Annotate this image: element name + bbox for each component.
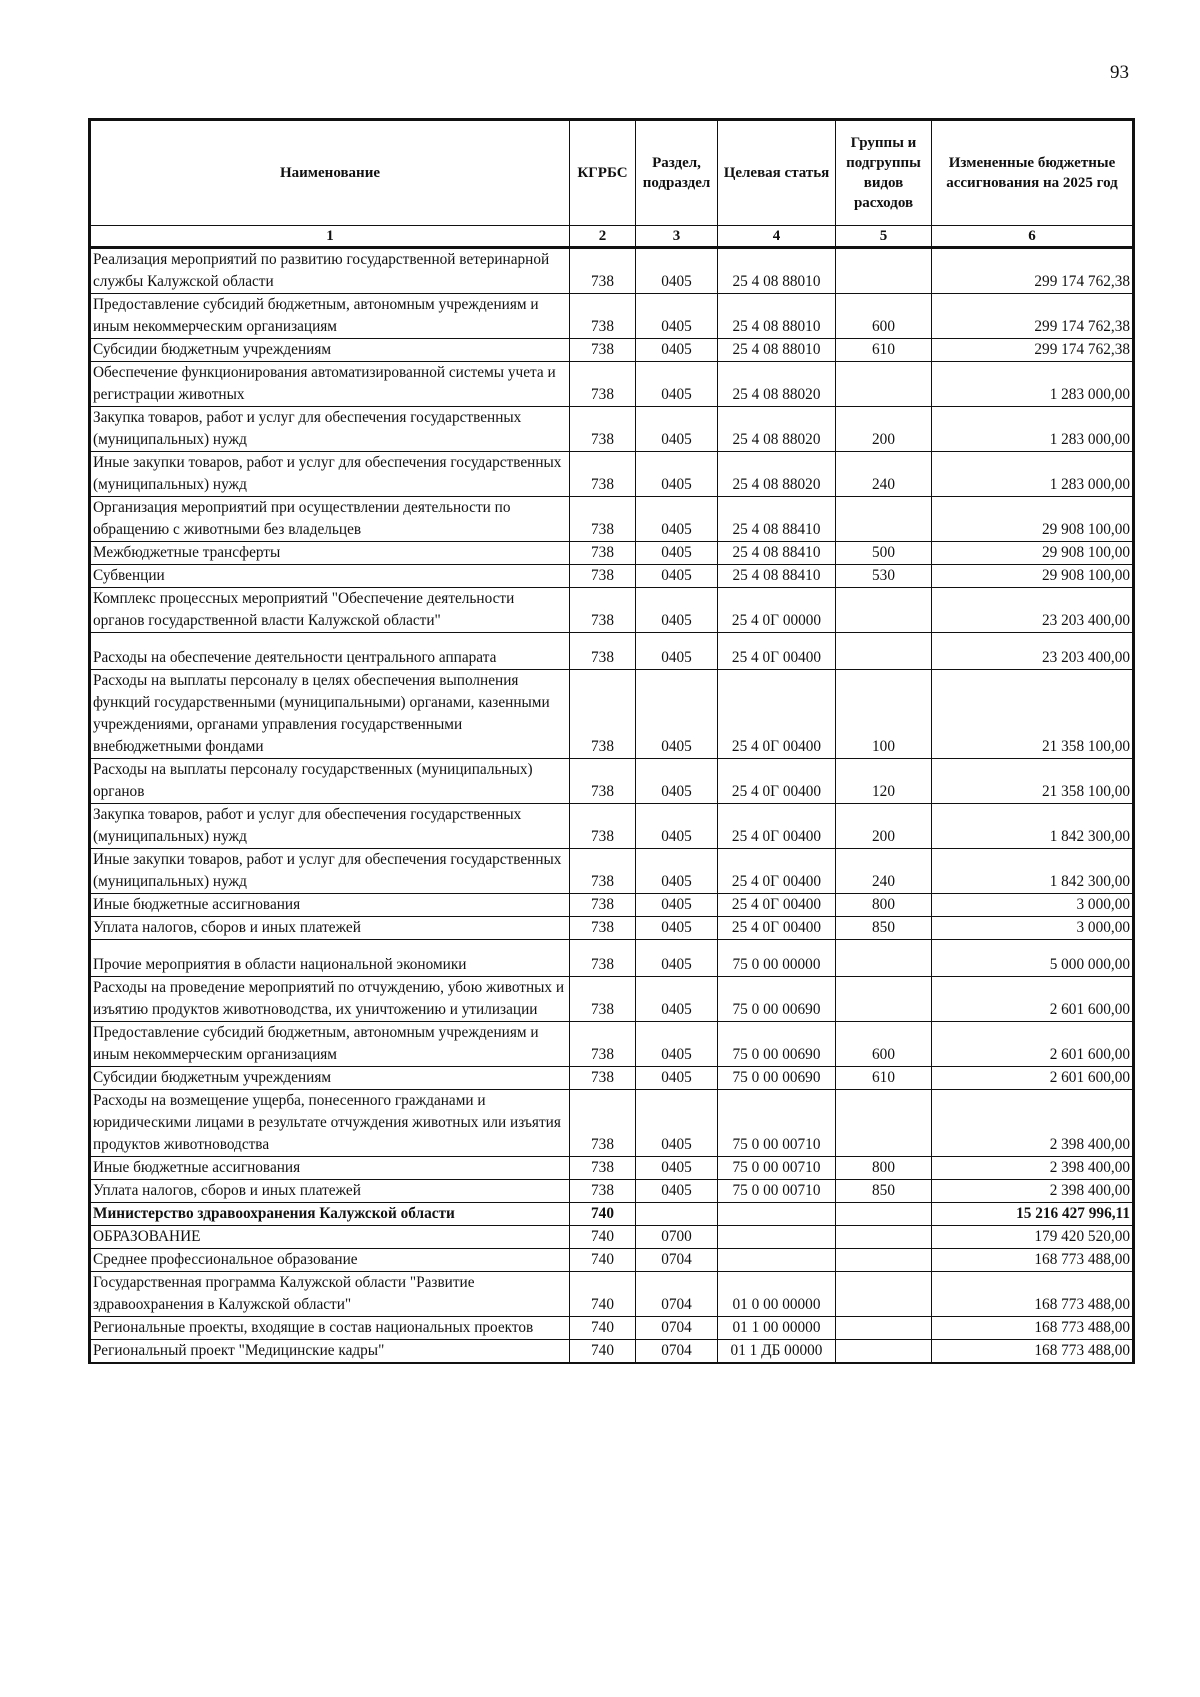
row-name: Иные бюджетные ассигнования: [90, 894, 570, 917]
table-row: [90, 565, 1134, 588]
row-name: Иные бюджетные ассигнования: [90, 1157, 570, 1180]
row-section: 0405: [636, 977, 718, 1022]
row-section: 0405: [636, 940, 718, 977]
row-target: 01 0 00 00000: [718, 1272, 836, 1317]
row-target: 25 4 0Г 00400: [718, 849, 836, 894]
row-target: 75 0 00 00710: [718, 1090, 836, 1157]
row-kgrbs: 738: [570, 497, 636, 542]
row-group: 610: [836, 1067, 932, 1090]
table-row: [90, 1249, 1134, 1272]
row-kgrbs: 738: [570, 248, 636, 294]
row-amount: 2 398 400,00: [932, 1180, 1134, 1203]
row-amount: 1 283 000,00: [932, 362, 1134, 407]
page-number: 93: [1110, 62, 1129, 83]
row-group: 850: [836, 917, 932, 940]
row-section: 0704: [636, 1272, 718, 1317]
row-group: 800: [836, 894, 932, 917]
budget-table: [88, 118, 1135, 1364]
row-amount: 1 283 000,00: [932, 452, 1134, 497]
row-section: 0405: [636, 1090, 718, 1157]
row-kgrbs: 738: [570, 588, 636, 633]
table-row: [90, 452, 1134, 497]
row-amount: 5 000 000,00: [932, 940, 1134, 977]
row-name: Иные закупки товаров, работ и услуг для обеспечения государственных (муниципальных) нужд: [90, 452, 570, 497]
row-section: 0405: [636, 1067, 718, 1090]
row-name: Министерство здравоохранения Калужской области: [90, 1203, 570, 1226]
row-amount: 299 174 762,38: [932, 248, 1134, 294]
row-section: 0704: [636, 1340, 718, 1364]
row-kgrbs: 738: [570, 894, 636, 917]
row-target: 75 0 00 00000: [718, 940, 836, 977]
row-target: 25 4 0Г 00400: [718, 804, 836, 849]
row-section: 0405: [636, 894, 718, 917]
row-kgrbs: 738: [570, 940, 636, 977]
row-group: 610: [836, 339, 932, 362]
row-section: 0405: [636, 804, 718, 849]
row-kgrbs: 738: [570, 1157, 636, 1180]
row-kgrbs: 740: [570, 1272, 636, 1317]
header-kgrbs: КГРБС: [570, 120, 636, 226]
row-group: [836, 362, 932, 407]
row-kgrbs: 738: [570, 339, 636, 362]
table-row: [90, 542, 1134, 565]
row-kgrbs: 740: [570, 1203, 636, 1226]
table-row: [90, 407, 1134, 452]
row-target: 25 4 08 88010: [718, 248, 836, 294]
table-row: [90, 588, 1134, 633]
row-name: Расходы на возмещение ущерба, понесенного гражданами и юридическими лицами в результате отчуждения животных или изъятия продуктов животноводства: [90, 1090, 570, 1157]
table-row: [90, 804, 1134, 849]
row-name: Среднее профессиональное образование: [90, 1249, 570, 1272]
row-target: 25 4 08 88010: [718, 294, 836, 339]
header-section: Раздел, подраздел: [636, 120, 718, 226]
row-section: 0405: [636, 542, 718, 565]
row-target: 75 0 00 00710: [718, 1157, 836, 1180]
row-kgrbs: 740: [570, 1249, 636, 1272]
row-target: 75 0 00 00690: [718, 1022, 836, 1067]
row-name: Закупка товаров, работ и услуг для обеспечения государственных (муниципальных) нужд: [90, 804, 570, 849]
row-target: 25 4 0Г 00400: [718, 917, 836, 940]
row-amount: 2 601 600,00: [932, 1067, 1134, 1090]
table-row: [90, 759, 1134, 804]
row-group: [836, 1249, 932, 1272]
row-amount: 2 601 600,00: [932, 1022, 1134, 1067]
row-section: 0405: [636, 849, 718, 894]
row-target: 25 4 08 88020: [718, 452, 836, 497]
row-kgrbs: 738: [570, 1067, 636, 1090]
table-row: [90, 497, 1134, 542]
table-row: [90, 1203, 1134, 1226]
header-row: [90, 120, 1134, 226]
row-kgrbs: 738: [570, 759, 636, 804]
row-section: 0405: [636, 1180, 718, 1203]
row-amount: 179 420 520,00: [932, 1226, 1134, 1249]
row-name: Комплекс процессных мероприятий "Обеспечение деятельности органов государственной власти Калужской области": [90, 588, 570, 633]
row-name: Расходы на выплаты персоналу государственных (муниципальных) органов: [90, 759, 570, 804]
row-target: [718, 1249, 836, 1272]
row-group: [836, 588, 932, 633]
row-name: Уплата налогов, сборов и иных платежей: [90, 1180, 570, 1203]
table-row: [90, 1340, 1134, 1364]
table-row: [90, 1022, 1134, 1067]
row-target: 25 4 0Г 00400: [718, 670, 836, 759]
row-section: 0405: [636, 759, 718, 804]
row-section: 0405: [636, 362, 718, 407]
header-target: Целевая статья: [718, 120, 836, 226]
row-amount: 168 773 488,00: [932, 1272, 1134, 1317]
table-row: [90, 917, 1134, 940]
row-kgrbs: 738: [570, 1090, 636, 1157]
row-target: [718, 1226, 836, 1249]
row-section: 0405: [636, 1022, 718, 1067]
row-kgrbs: 738: [570, 542, 636, 565]
row-group: [836, 1226, 932, 1249]
row-group: [836, 977, 932, 1022]
column-number: 6: [932, 226, 1134, 248]
row-target: 01 1 00 00000: [718, 1317, 836, 1340]
row-name: Расходы на обеспечение деятельности центрального аппарата: [90, 633, 570, 670]
row-group: 800: [836, 1157, 932, 1180]
row-group: 120: [836, 759, 932, 804]
row-group: 200: [836, 804, 932, 849]
row-section: 0405: [636, 565, 718, 588]
row-amount: 29 908 100,00: [932, 565, 1134, 588]
column-number: 2: [570, 226, 636, 248]
table-row: [90, 1226, 1134, 1249]
row-target: 25 4 08 88410: [718, 542, 836, 565]
row-group: [836, 1090, 932, 1157]
row-name: Региональные проекты, входящие в состав национальных проектов: [90, 1317, 570, 1340]
header-groups: Группы и подгруппы видов расходов: [836, 120, 932, 226]
row-name: Предоставление субсидий бюджетным, автономным учреждениям и иным некоммерческим организациям: [90, 1022, 570, 1067]
row-name: Субсидии бюджетным учреждениям: [90, 1067, 570, 1090]
row-group: 100: [836, 670, 932, 759]
row-section: 0405: [636, 588, 718, 633]
row-amount: 168 773 488,00: [932, 1249, 1134, 1272]
table-row: [90, 339, 1134, 362]
row-name: Субвенции: [90, 565, 570, 588]
row-name: Предоставление субсидий бюджетным, автономным учреждениям и иным некоммерческим организациям: [90, 294, 570, 339]
table-row: [90, 294, 1134, 339]
table-row: [90, 940, 1134, 977]
row-name: ОБРАЗОВАНИЕ: [90, 1226, 570, 1249]
row-amount: 3 000,00: [932, 917, 1134, 940]
row-kgrbs: 738: [570, 633, 636, 670]
row-section: 0405: [636, 633, 718, 670]
table-row: [90, 248, 1134, 294]
row-kgrbs: 738: [570, 565, 636, 588]
row-group: [836, 497, 932, 542]
column-number: 4: [718, 226, 836, 248]
row-target: 25 4 08 88010: [718, 339, 836, 362]
row-kgrbs: 738: [570, 977, 636, 1022]
row-name: Региональный проект "Медицинские кадры": [90, 1340, 570, 1364]
row-amount: 1 842 300,00: [932, 804, 1134, 849]
row-amount: 1 842 300,00: [932, 849, 1134, 894]
row-amount: 168 773 488,00: [932, 1340, 1134, 1364]
row-target: 25 4 08 88410: [718, 565, 836, 588]
row-kgrbs: 738: [570, 452, 636, 497]
row-section: 0704: [636, 1317, 718, 1340]
row-name: Субсидии бюджетным учреждениям: [90, 339, 570, 362]
row-amount: 23 203 400,00: [932, 633, 1134, 670]
row-section: 0405: [636, 917, 718, 940]
row-target: 25 4 0Г 00400: [718, 759, 836, 804]
row-target: 01 1 ДБ 00000: [718, 1340, 836, 1364]
row-group: 500: [836, 542, 932, 565]
row-kgrbs: 740: [570, 1317, 636, 1340]
column-number-row: [90, 226, 1134, 248]
row-group: 530: [836, 565, 932, 588]
row-name: Прочие мероприятия в области национальной экономики: [90, 940, 570, 977]
row-target: 25 4 0Г 00000: [718, 588, 836, 633]
row-section: 0405: [636, 452, 718, 497]
row-target: 25 4 0Г 00400: [718, 894, 836, 917]
row-section: 0405: [636, 1157, 718, 1180]
row-amount: 168 773 488,00: [932, 1317, 1134, 1340]
table-row: [90, 849, 1134, 894]
row-group: 200: [836, 407, 932, 452]
row-group: [836, 1272, 932, 1317]
row-amount: 29 908 100,00: [932, 542, 1134, 565]
row-name: Расходы на проведение мероприятий по отчуждению, убою животных и изъятию продуктов животноводства, их уничтожению и утилизации: [90, 977, 570, 1022]
header-amount: Измененные бюджетные ассигнования на 2025 год: [932, 120, 1134, 226]
row-kgrbs: 738: [570, 917, 636, 940]
table-row: [90, 1272, 1134, 1317]
row-kgrbs: 738: [570, 407, 636, 452]
table-row: [90, 670, 1134, 759]
row-target: 75 0 00 00690: [718, 977, 836, 1022]
table-row: [90, 1317, 1134, 1340]
row-name: Расходы на выплаты персоналу в целях обеспечения выполнения функций государственными (муниципальными) органами, казенными учреждениями, органами управления государственными внебюджетными фондами: [90, 670, 570, 759]
row-group: 240: [836, 849, 932, 894]
row-target: [718, 1203, 836, 1226]
header-name: Наименование: [90, 120, 570, 226]
row-name: Реализация мероприятий по развитию государственной ветеринарной службы Калужской области: [90, 248, 570, 294]
row-section: 0405: [636, 407, 718, 452]
row-name: Уплата налогов, сборов и иных платежей: [90, 917, 570, 940]
row-kgrbs: 738: [570, 804, 636, 849]
row-group: 600: [836, 1022, 932, 1067]
row-target: 25 4 08 88410: [718, 497, 836, 542]
table-row: [90, 977, 1134, 1022]
row-group: [836, 940, 932, 977]
row-amount: 2 398 400,00: [932, 1090, 1134, 1157]
table-row: [90, 1180, 1134, 1203]
row-amount: 3 000,00: [932, 894, 1134, 917]
row-group: [836, 1317, 932, 1340]
column-number: 1: [90, 226, 570, 248]
row-amount: 2 601 600,00: [932, 977, 1134, 1022]
table-row: [90, 633, 1134, 670]
row-amount: 21 358 100,00: [932, 759, 1134, 804]
row-kgrbs: 740: [570, 1340, 636, 1364]
row-kgrbs: 738: [570, 362, 636, 407]
row-target: 75 0 00 00710: [718, 1180, 836, 1203]
row-kgrbs: 738: [570, 1180, 636, 1203]
row-section: [636, 1203, 718, 1226]
row-name: Организация мероприятий при осуществлении деятельности по обращению с животными без владельцев: [90, 497, 570, 542]
table-row: [90, 1157, 1134, 1180]
row-amount: 2 398 400,00: [932, 1157, 1134, 1180]
row-name: Иные закупки товаров, работ и услуг для обеспечения государственных (муниципальных) нужд: [90, 849, 570, 894]
row-section: 0405: [636, 670, 718, 759]
row-amount: 21 358 100,00: [932, 670, 1134, 759]
row-group: [836, 1203, 932, 1226]
row-group: [836, 1340, 932, 1364]
row-amount: 299 174 762,38: [932, 339, 1134, 362]
row-group: [836, 633, 932, 670]
row-amount: 1 283 000,00: [932, 407, 1134, 452]
row-target: 75 0 00 00690: [718, 1067, 836, 1090]
table-row: [90, 1067, 1134, 1090]
row-group: [836, 248, 932, 294]
row-name: Закупка товаров, работ и услуг для обеспечения государственных (муниципальных) нужд: [90, 407, 570, 452]
row-kgrbs: 738: [570, 1022, 636, 1067]
row-name: Государственная программа Калужской области "Развитие здравоохранения в Калужской области": [90, 1272, 570, 1317]
row-section: 0405: [636, 339, 718, 362]
row-target: 25 4 0Г 00400: [718, 633, 836, 670]
row-name: Межбюджетные трансферты: [90, 542, 570, 565]
row-section: 0405: [636, 294, 718, 339]
row-kgrbs: 738: [570, 849, 636, 894]
row-group: 850: [836, 1180, 932, 1203]
row-kgrbs: 738: [570, 294, 636, 339]
row-kgrbs: 738: [570, 670, 636, 759]
row-amount: 299 174 762,38: [932, 294, 1134, 339]
row-amount: 15 216 427 996,11: [932, 1203, 1134, 1226]
row-target: 25 4 08 88020: [718, 362, 836, 407]
row-section: 0405: [636, 497, 718, 542]
row-amount: 29 908 100,00: [932, 497, 1134, 542]
row-section: 0700: [636, 1226, 718, 1249]
row-section: 0405: [636, 248, 718, 294]
row-kgrbs: 740: [570, 1226, 636, 1249]
column-number: 3: [636, 226, 718, 248]
row-amount: 23 203 400,00: [932, 588, 1134, 633]
table-row: [90, 1090, 1134, 1157]
row-group: 600: [836, 294, 932, 339]
row-group: 240: [836, 452, 932, 497]
row-name: Обеспечение функционирования автоматизированной системы учета и регистрации животных: [90, 362, 570, 407]
table-row: [90, 894, 1134, 917]
row-section: 0704: [636, 1249, 718, 1272]
table-row: [90, 362, 1134, 407]
row-target: 25 4 08 88020: [718, 407, 836, 452]
column-number: 5: [836, 226, 932, 248]
